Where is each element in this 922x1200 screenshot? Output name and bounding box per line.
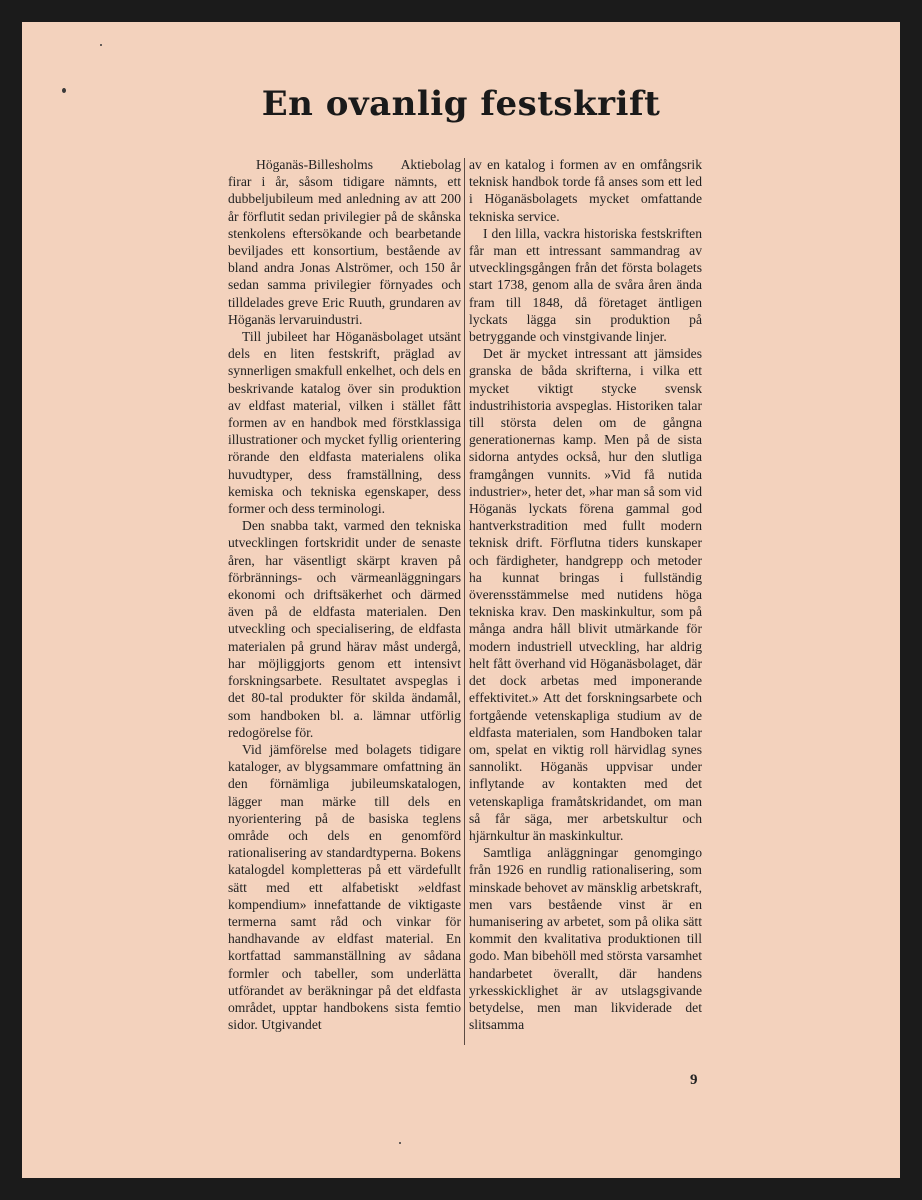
right-paragraph-2: I den lilla, vackra historiska festskriften får man ett intressant sammandrag av utvecklingsgången från det första bolagets start 1738, genom alla de svåra åren ända fram till 1848, då företaget äntligen lyckats lägga sin produktion på betryggande och vinstgivande linjer. bbox=[469, 225, 702, 345]
print-speck bbox=[399, 1142, 401, 1144]
document-page bbox=[22, 22, 900, 1178]
right-paragraph-1: av en katalog i formen av en omfångsrik teknisk handbok torde få anses som ett led i Höganäsbolagets mycket omfattande tekniska service. bbox=[469, 157, 702, 224]
right-paragraph-4: Samtliga anläggningar genomgingo från 1926 en rundlig rationalisering, som minskade behovet av mänsklig arbetskraft, men vars bestående vinst är en humanisering av arbetet, som på olika sätt kommit den kvalitativa produktionen till godo. Man bibehöll med största varsamhet handarbetet överallt, där handens yrkesskicklighet är av utslagsgivande betydelse, men man likviderade det slitsamma bbox=[469, 845, 702, 1033]
print-speck bbox=[100, 44, 102, 46]
column-divider bbox=[464, 158, 465, 1045]
right-column bbox=[469, 156, 702, 1033]
left-paragraph-1: Höganäs-Billesholms Aktiebolag firar i år, såsom tidigare nämnts, ett dubbeljubileum med anledning av att 200 år förflutit sedan privilegier på de skånska stenkolens eftersökande och bearbetande beviljades ett konsortium, bestående av bland andra Jonas Alströmer, och 150 år sedan samma privilegier förnyades och tilldelades greve Eric Ruuth, grundaren av Höganäs lervaruindustri. bbox=[228, 157, 461, 327]
article-title: En ovanlig festskrift bbox=[261, 84, 661, 124]
page-number: 9 bbox=[690, 1072, 698, 1088]
left-column bbox=[228, 156, 461, 1033]
left-paragraph-4: Vid jämförelse med bolagets tidigare kataloger, av blygsammare omfattning än den förnämliga jubileumskatalogen, lägger man märke till dels en nyorientering på de basiska teglens område och dels en genomförd rationalisering av standardtyperna. Bokens katalogdel kompletteras på ett värdefullt sätt med ett alfabetiskt »eldfast kompendium» innefattande de viktigaste termerna samt råd och vinkar för handhavande av eldfast material. En kortfattad sammanställning av sådana formler och tabeller, som underlätta utförandet av beräkningar på det eldfasta området, upptar handbokens sista femtio sidor. Utgivandet bbox=[228, 741, 461, 1033]
right-paragraph-3: Det är mycket intressant att jämsides granska de båda skrifterna, i vilka ett mycket viktigt stycke svensk industrihistoria avspeglas. Historiken talar till största delen om de gångna generationernas kamp. Men på de sista sidorna antydes också, hur den slutliga framgången vunnits. »Vid få nutida industrier», heter det, »har man så som vid Höganäs lyckats förena gammal god hantverkstradition med fullt modern teknisk drift. Förflutna tiders kunskaper och färdigheter, handgrepp och metoder ha kunnat bringas i fullständig överensstämmelse med nutidens höga tekniska krav. Den maskinkultur, som på många andra håll blivit utmärkande för modern industriell utveckling, har aldrig helt fått överhand vid Höganäsbolaget, där det dock arbetas med imponerande effektivitet.» Att det forskningsarbete och fortgående vetenskapliga studium av de eldfasta materialen, som Handboken talar om, spelat en viktig roll härvidlag synes sannolikt. Höganäs uppvisar under inflytande av kontakten med det vetenskapliga framåtskridandet, om man så får säga, mer arbetskultur och hjärnkultur än maskinkultur. bbox=[469, 346, 702, 843]
left-paragraph-3: Den snabba takt, varmed den tekniska utvecklingen fortskridit under de senaste åren, har väsentligt skärpt kraven på förbrännings- och värmeanläggningars ekonomi och driftsäkerhet och därmed även på de eldfasta materialen. Den utveckling och specialisering, de eldfasta materialen på grund härav måst undergå, har möjliggjorts genom ett intensivt forskningsarbete. Resultatet avspeglas i det 80-tal produkter för skilda ändamål, som handboken bl. a. lämnar utförlig redogörelse för. bbox=[228, 518, 461, 740]
left-paragraph-2: Till jubileet har Höganäsbolaget utsänt dels en liten festskrift, präglad av synnerligen smakfull enkelhet, och dels en beskrivande katalog över sin produktion av eldfast material, vilken i stället fått formen av en handbok med förstklassiga illustrationer och mycket fyllig orientering rörande den eldfasta materialens olika huvudtyper, dess framställning, dess kemiska och tekniska egenskaper, dess former och dess terminologi. bbox=[228, 329, 461, 517]
